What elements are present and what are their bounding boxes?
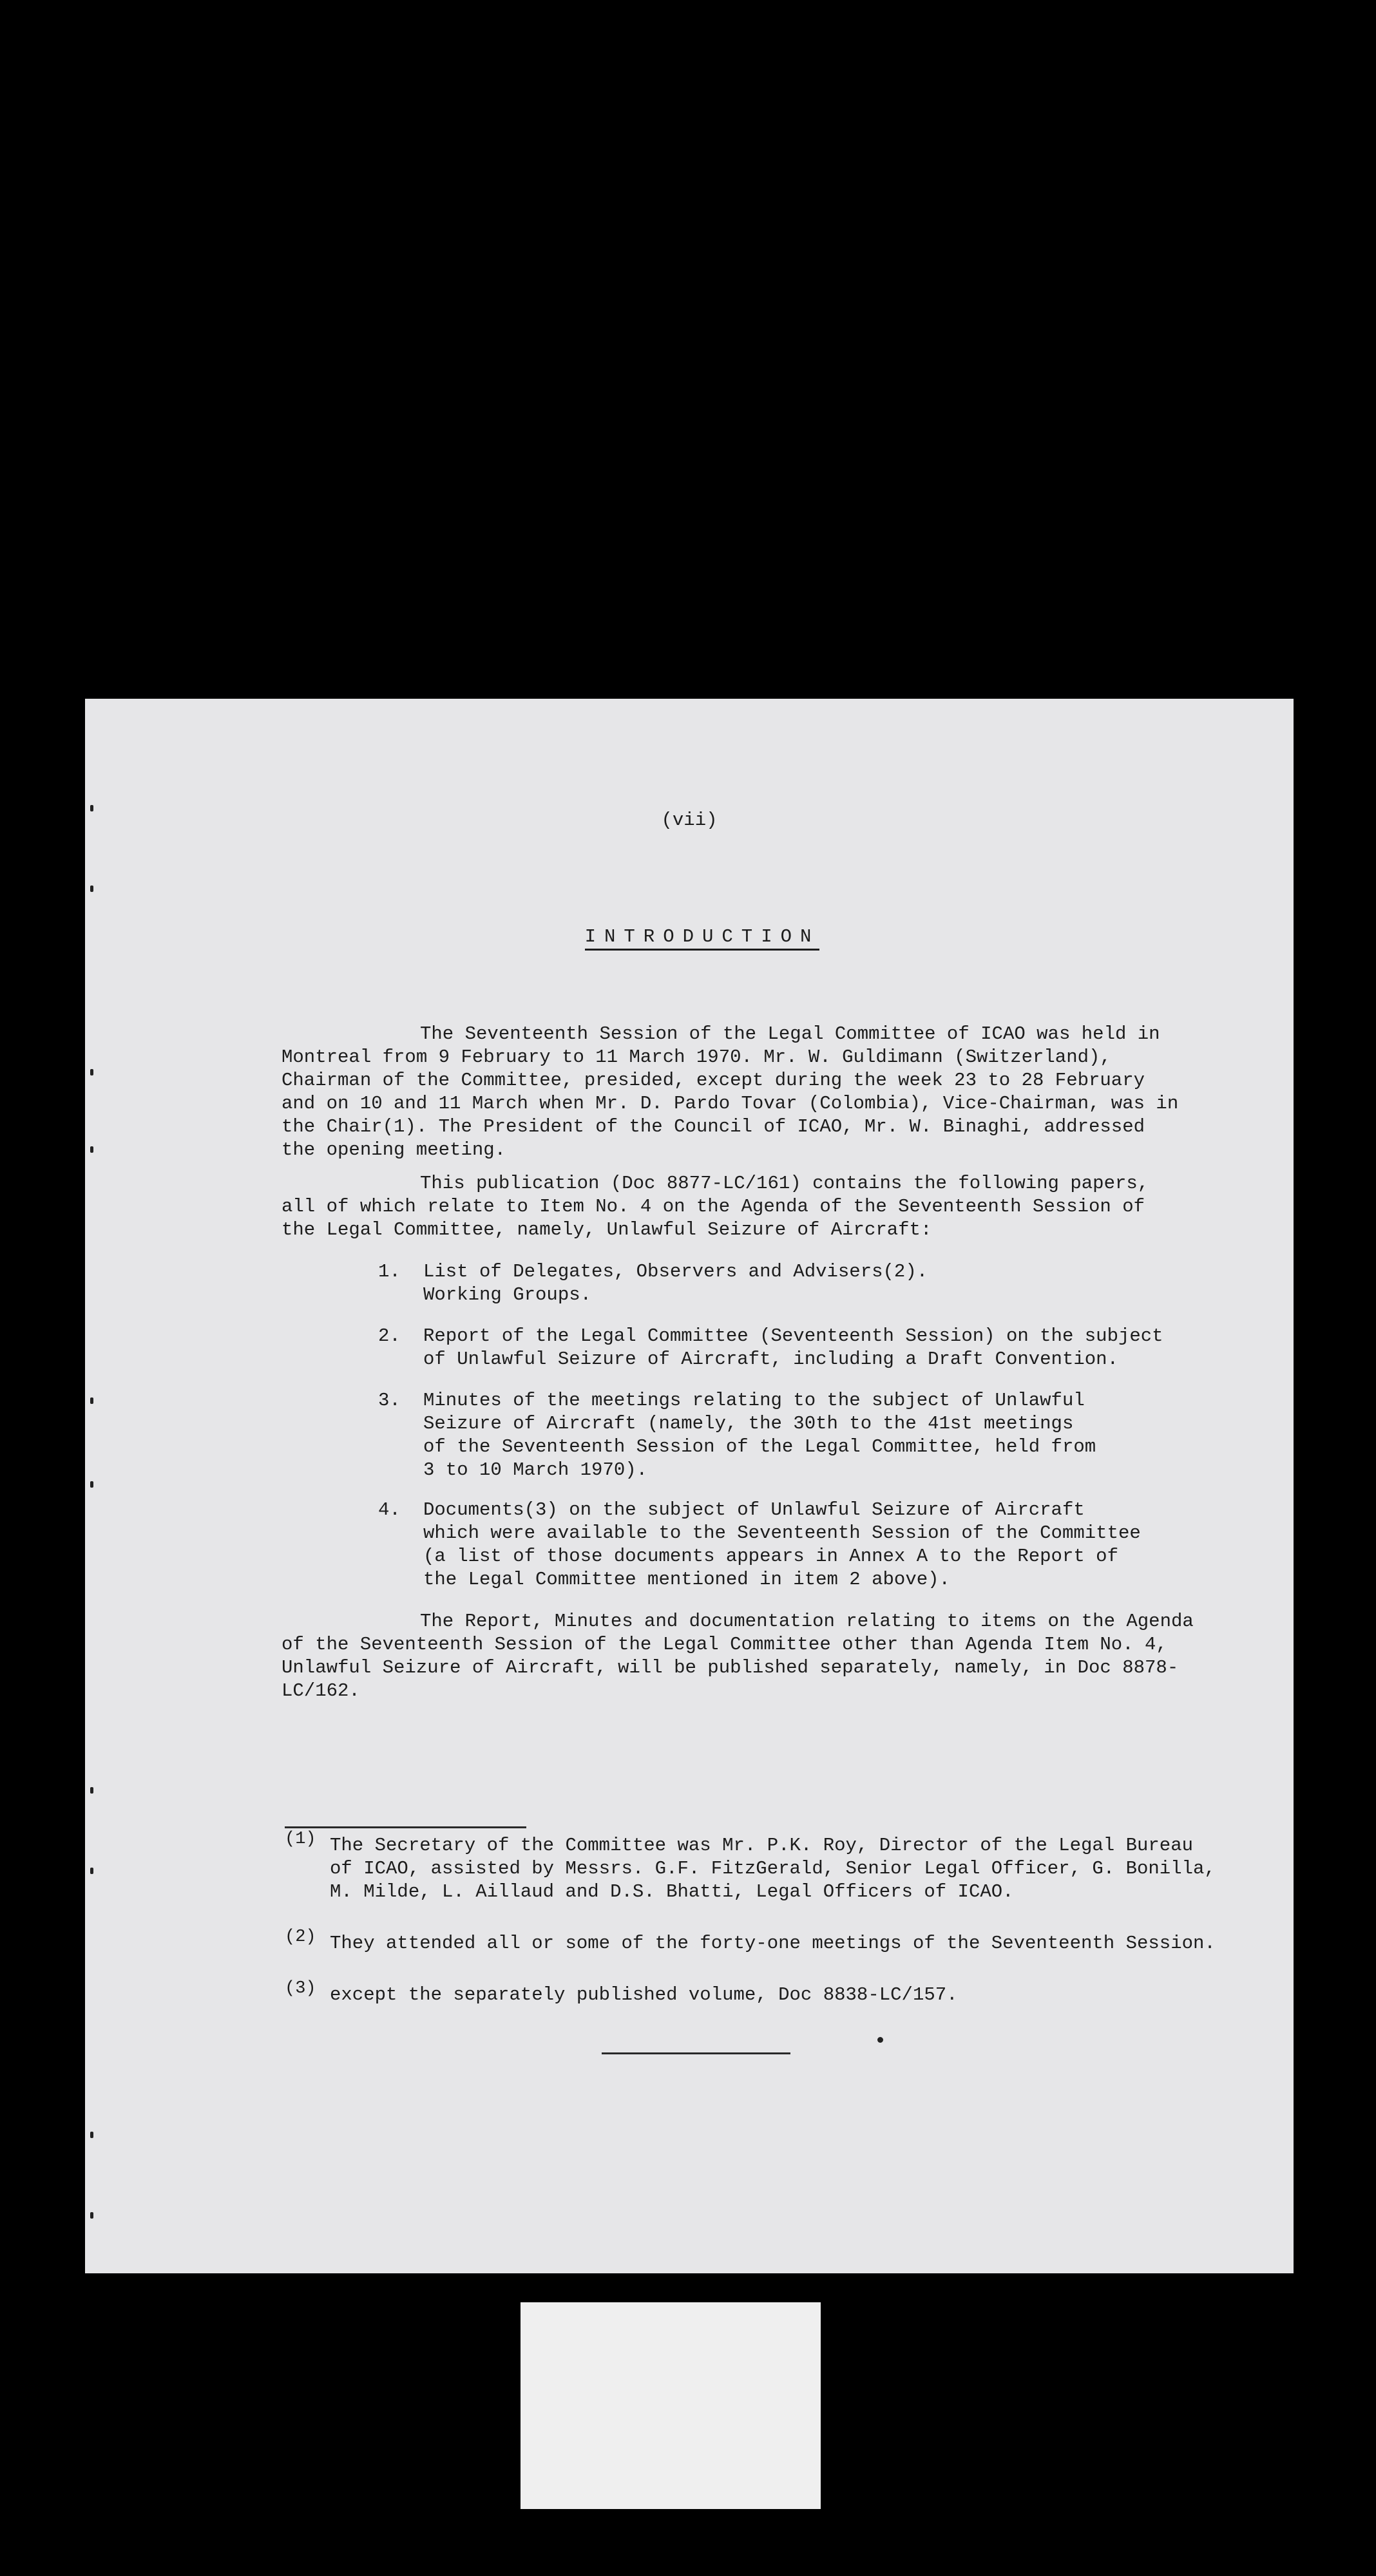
margin-mark	[90, 1146, 93, 1153]
end-divider	[602, 2052, 790, 2054]
margin-mark	[90, 1069, 93, 1075]
margin-mark	[90, 1397, 93, 1404]
margin-mark	[90, 1787, 93, 1794]
page-title	[85, 926, 1294, 947]
margin-mark	[90, 2212, 93, 2219]
paragraph-separate-publication: The Report, Minutes and documentation relating to items on the Agenda of the Seventeenth Session of the Legal Committee other than Agenda Item No. 4, Unlawful Seizure of Aircraft, will be published separately, namely, in Doc 8878- LC/162.	[282, 1611, 1194, 1701]
footnote-text: They attended all or some of the forty-one meetings of the Seventeenth Session.	[330, 1933, 1216, 1954]
page-number: (vii)	[661, 810, 718, 831]
margin-mark	[90, 1868, 93, 1874]
footnote-mark: (1)	[285, 1830, 316, 1849]
footnote-divider	[285, 1826, 526, 1828]
margin-mark	[90, 1481, 93, 1488]
ink-dot	[877, 2037, 883, 2043]
footnote-text: except the separately published volume, Doc 8838-LC/157.	[330, 1984, 958, 2005]
list-item-text: Documents(3) on the subject of Unlawful Seizure of Aircraft which were available to the Seventeenth Session of the Committee (a list of those documents appears in Annex A to the Report of the Legal Committee mentioned in item 2 above).	[423, 1499, 1141, 1590]
margin-mark	[90, 886, 93, 892]
list-item-number: 4.	[378, 1499, 401, 1520]
document-page	[85, 699, 1294, 2273]
margin-mark	[90, 2132, 93, 2138]
paragraph-publication-contents: This publication (Doc 8877-LC/161) contains the following papers, all of which relate to Item No. 4 on the Agenda of the Seventeenth Session of the Legal Committee, namely, Unlawful Seizure of Aircraft:	[282, 1173, 1149, 1240]
footnote-text: The Secretary of the Committee was Mr. P.K. Roy, Director of the Legal Bureau of ICAO, assisted by Messrs. G.F. FitzGerald, Senior Legal Officer, G. Bonilla, M. Milde, L. Aillaud and D.S. Bhatti, Legal Officers of ICAO.	[330, 1835, 1216, 1902]
list-item-text: Report of the Legal Committee (Seventeenth Session) on the subject of Unlawful Seizure of Aircraft, including a Draft Convention.	[423, 1325, 1163, 1370]
blank-label-card	[521, 2302, 821, 2509]
list-item-number: 1.	[378, 1261, 401, 1282]
page-title-text: INTRODUCTION	[585, 926, 820, 951]
paragraph-session-info: The Seventeenth Session of the Legal Committee of ICAO was held in Montreal from 9 February to 11 March 1970. Mr. W. Guldimann (Switzerland), Chairman of the Committee, presided, except during the week 23 to 28 February and on 10 and 11 March when Mr. D. Pardo Tovar (Colombia), Vice-Chairman, was in the Chair(1). The President of the Council of ICAO, Mr. W. Binaghi, addressed the opening meeting.	[282, 1023, 1179, 1160]
list-item-text: List of Delegates, Observers and Advisers(2). Working Groups.	[423, 1261, 928, 1305]
footnote-mark: (3)	[285, 1979, 316, 1998]
list-item-text: Minutes of the meetings relating to the subject of Unlawful Seizure of Aircraft (namely, the 30th to the 41st meetings of the Seventeenth Session of the Legal Committee, held from 3 to 10 March 1970).	[423, 1390, 1096, 1481]
list-item-number: 3.	[378, 1390, 401, 1411]
footnote-mark: (2)	[285, 1927, 316, 1947]
list-item-number: 2.	[378, 1325, 401, 1347]
